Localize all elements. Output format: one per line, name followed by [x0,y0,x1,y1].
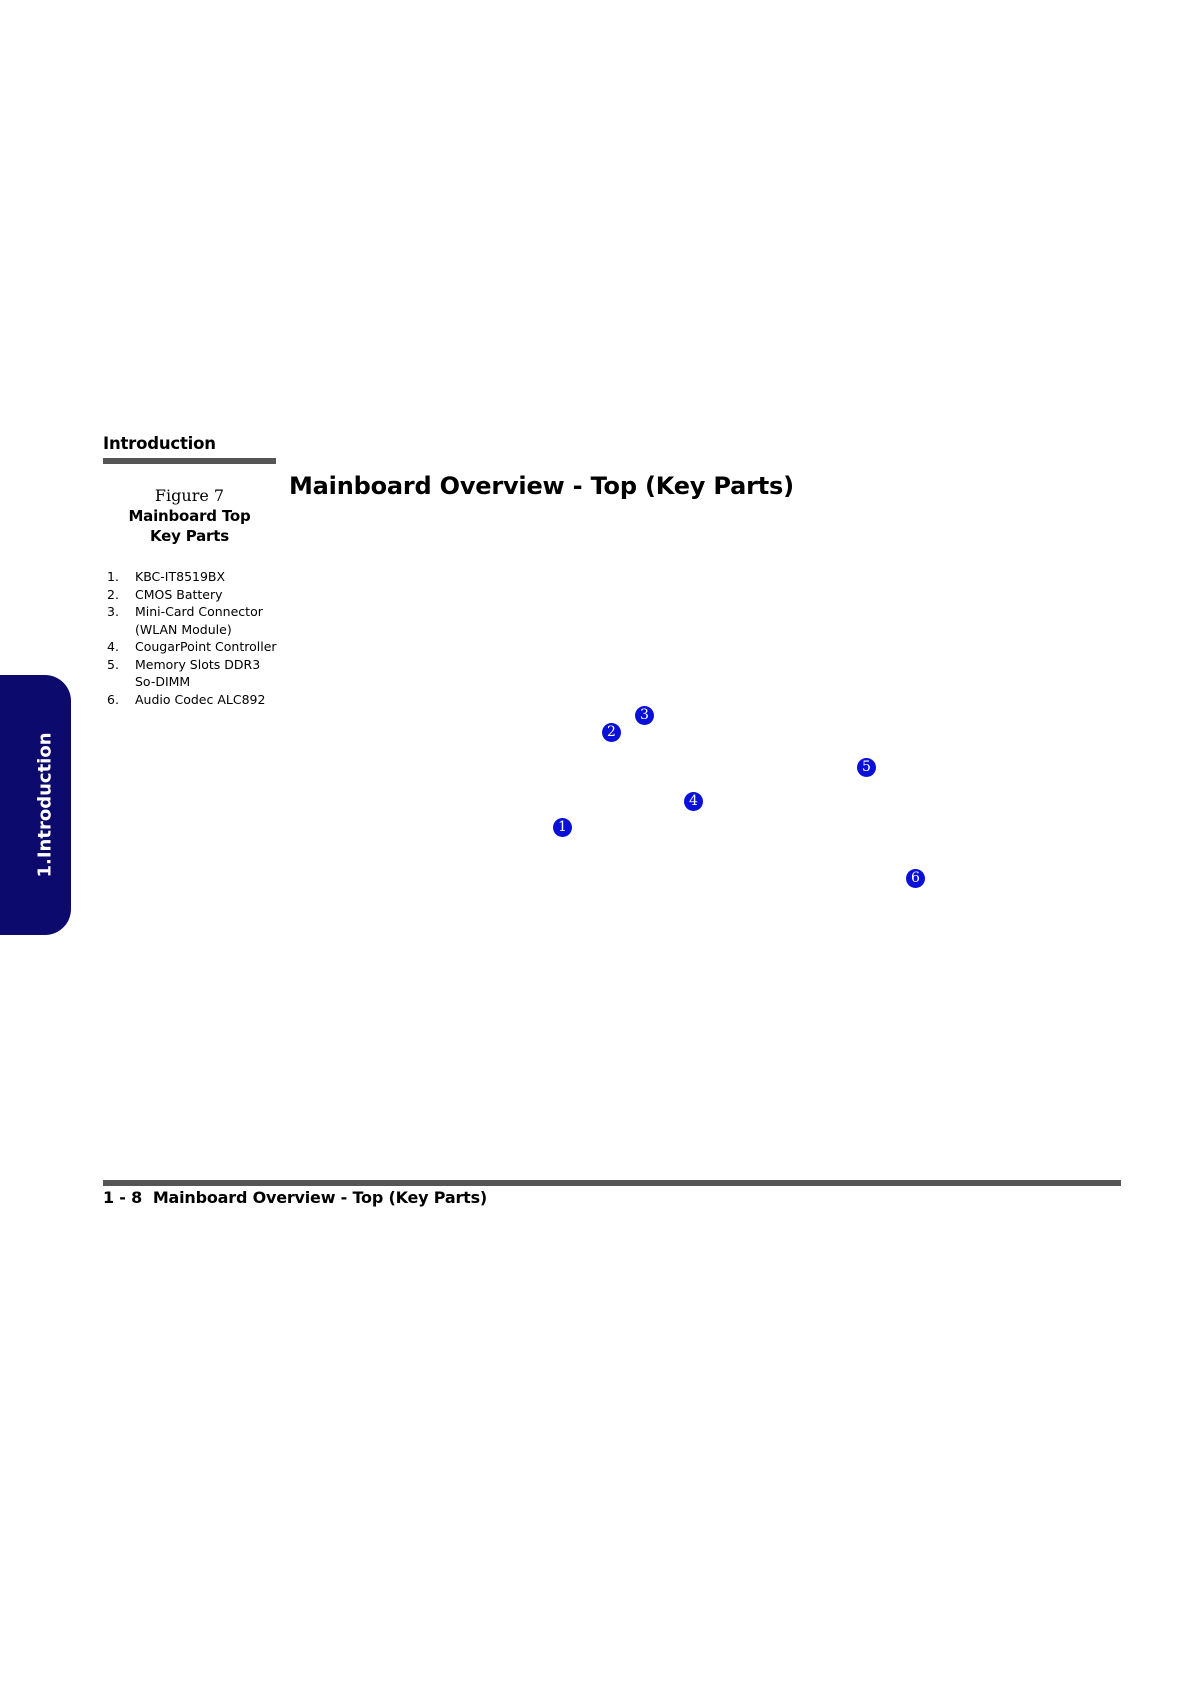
list-item-label: Mini-Card Connector (WLAN Module) [135,604,263,637]
list-item-number: 5. [107,656,119,672]
list-item-number: 2. [107,586,119,602]
section-rule [103,458,276,464]
list-item-number: 1. [107,569,119,584]
list-item-label: CMOS Battery [135,586,223,602]
figure-caption [103,486,276,546]
callout-3: 3 [635,706,654,725]
list-item-number: 4. [107,639,119,654]
callout-1: 1 [553,818,572,837]
figure-number: Figure 7 [154,486,225,505]
figure-title-line2: Key Parts [150,527,229,545]
footer-title: Mainboard Overview - Top (Key Parts) [152,1188,488,1207]
chapter-side-tab-label: 1.Introduction [34,732,56,878]
callout-6: 6 [906,869,925,888]
page-title: Mainboard Overview - Top (Key Parts) [289,472,794,500]
figure-title-line1: Mainboard Top [128,507,251,525]
page-number: 1 - 8 [103,1188,143,1207]
callout-4: 4 [684,792,703,811]
key-parts-list [107,568,277,708]
list-item-label: CougarPoint Controller [135,639,277,654]
list-item [107,638,277,656]
list-item [107,603,277,638]
callout-5: 5 [857,758,876,777]
list-item-label: Audio Codec ALC892 [135,691,266,707]
footer-rule [103,1180,1121,1186]
list-item [107,568,277,586]
list-item [107,586,277,604]
list-item-number: 3. [107,604,119,619]
callout-2: 2 [602,723,621,742]
section-header: Introduction [103,434,216,453]
page-footer [103,1188,487,1207]
list-item [107,691,277,709]
list-item-label: Memory Slots DDR3 So-DIMM [135,656,261,689]
list-item-label: KBC-IT8519BX [135,569,226,584]
list-item-number: 6. [107,691,119,707]
list-item [107,656,277,691]
